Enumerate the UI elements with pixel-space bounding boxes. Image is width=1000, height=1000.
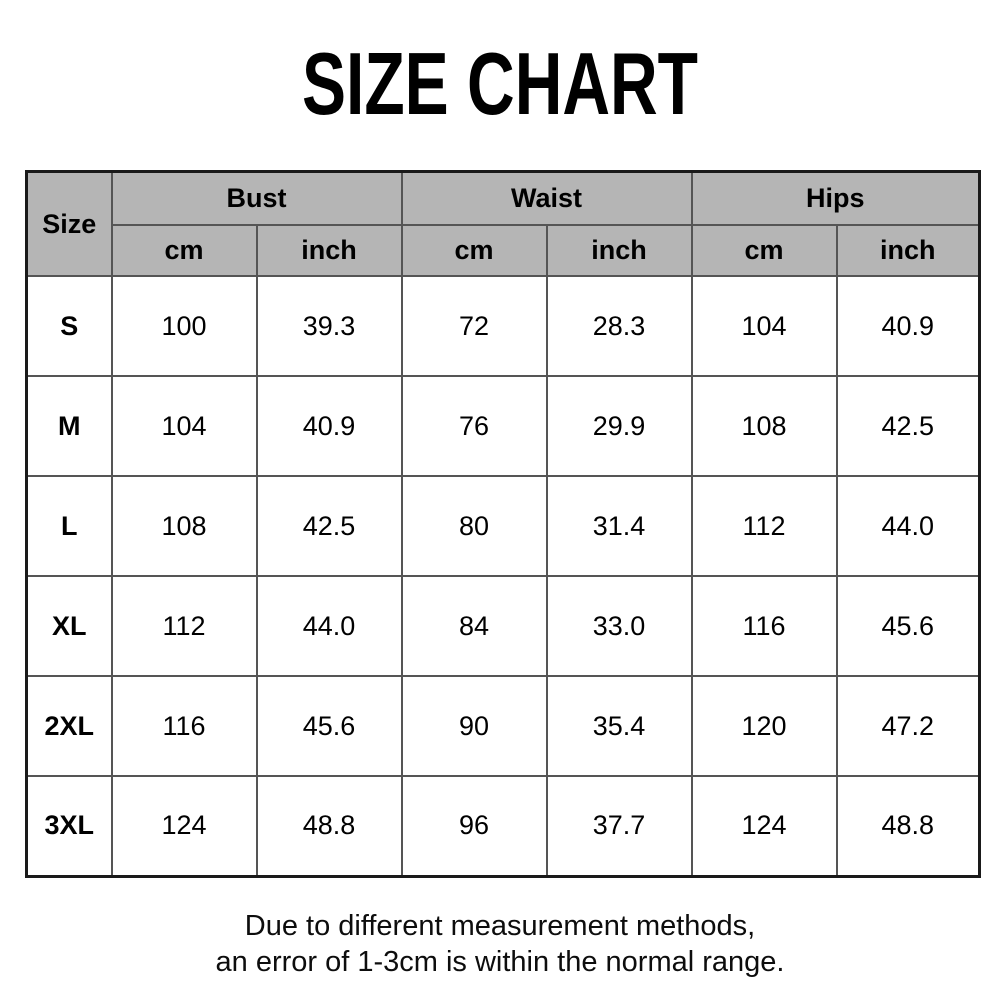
cell-hips-cm: 104 xyxy=(692,276,837,376)
cell-waist-cm: 96 xyxy=(402,776,547,876)
cell-hips-inch: 45.6 xyxy=(837,576,980,676)
table-body xyxy=(27,276,980,876)
cell-bust-inch: 48.8 xyxy=(257,776,402,876)
cell-waist-cm: 80 xyxy=(402,476,547,576)
header-unit-row xyxy=(27,225,980,276)
cell-hips-cm: 112 xyxy=(692,476,837,576)
cell-hips-inch: 40.9 xyxy=(837,276,980,376)
page-title: SIZE CHART xyxy=(302,34,698,133)
cell-bust-cm: 116 xyxy=(112,676,257,776)
header-bust-inch: inch xyxy=(257,225,402,276)
cell-waist-inch: 31.4 xyxy=(547,476,692,576)
cell-hips-cm: 116 xyxy=(692,576,837,676)
cell-bust-cm: 104 xyxy=(112,376,257,476)
header-bust: Bust xyxy=(112,172,402,226)
header-hips-inch: inch xyxy=(837,225,980,276)
cell-bust-cm: 108 xyxy=(112,476,257,576)
cell-bust-cm: 112 xyxy=(112,576,257,676)
cell-bust-inch: 40.9 xyxy=(257,376,402,476)
table-row xyxy=(27,776,980,876)
cell-waist-cm: 90 xyxy=(402,676,547,776)
page-title-wrap xyxy=(0,34,1000,133)
table-header xyxy=(27,172,980,277)
cell-bust-inch: 44.0 xyxy=(257,576,402,676)
header-waist-inch: inch xyxy=(547,225,692,276)
cell-size: 3XL xyxy=(27,776,112,876)
table-row xyxy=(27,276,980,376)
cell-size: S xyxy=(27,276,112,376)
cell-size: 2XL xyxy=(27,676,112,776)
cell-bust-inch: 39.3 xyxy=(257,276,402,376)
table-row xyxy=(27,576,980,676)
table-row xyxy=(27,376,980,476)
cell-hips-cm: 124 xyxy=(692,776,837,876)
header-group-row xyxy=(27,172,980,226)
cell-size: XL xyxy=(27,576,112,676)
header-waist: Waist xyxy=(402,172,692,226)
cell-hips-inch: 42.5 xyxy=(837,376,980,476)
cell-hips-inch: 48.8 xyxy=(837,776,980,876)
cell-waist-cm: 76 xyxy=(402,376,547,476)
cell-hips-cm: 120 xyxy=(692,676,837,776)
cell-waist-inch: 29.9 xyxy=(547,376,692,476)
cell-size: M xyxy=(27,376,112,476)
table-row xyxy=(27,476,980,576)
cell-bust-cm: 124 xyxy=(112,776,257,876)
header-bust-cm: cm xyxy=(112,225,257,276)
cell-size: L xyxy=(27,476,112,576)
cell-bust-cm: 100 xyxy=(112,276,257,376)
cell-hips-inch: 44.0 xyxy=(837,476,980,576)
measurement-disclaimer xyxy=(0,908,1000,981)
cell-waist-inch: 35.4 xyxy=(547,676,692,776)
table-row xyxy=(27,676,980,776)
cell-hips-cm: 108 xyxy=(692,376,837,476)
header-waist-cm: cm xyxy=(402,225,547,276)
header-hips-cm: cm xyxy=(692,225,837,276)
cell-hips-inch: 47.2 xyxy=(837,676,980,776)
disclaimer-line-2: an error of 1-3cm is within the normal range. xyxy=(215,946,785,979)
header-hips: Hips xyxy=(692,172,980,226)
cell-bust-inch: 45.6 xyxy=(257,676,402,776)
cell-waist-cm: 84 xyxy=(402,576,547,676)
size-chart-table xyxy=(25,170,981,878)
cell-bust-inch: 42.5 xyxy=(257,476,402,576)
header-size: Size xyxy=(27,172,112,277)
cell-waist-inch: 28.3 xyxy=(547,276,692,376)
cell-waist-inch: 33.0 xyxy=(547,576,692,676)
cell-waist-cm: 72 xyxy=(402,276,547,376)
cell-waist-inch: 37.7 xyxy=(547,776,692,876)
disclaimer-line-1: Due to different measurement methods, xyxy=(244,910,756,942)
